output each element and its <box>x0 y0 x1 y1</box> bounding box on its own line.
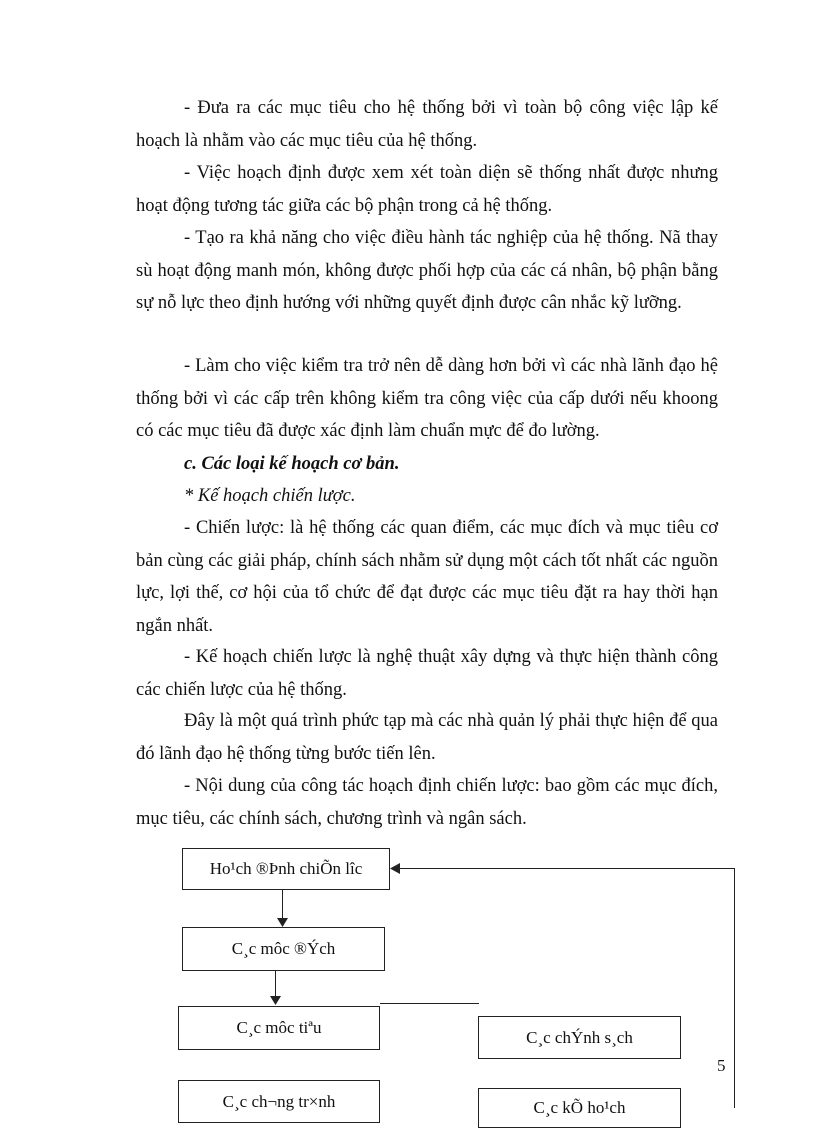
paragraph-goals: - Đưa ra các mục tiêu cho hệ thống bởi vì toàn bộ công việc lập kế hoạch là nhằm vào các mục tiêu của hệ thống. <box>136 98 718 151</box>
arrow-down-icon <box>270 996 281 1006</box>
box-purposes-label: C¸c môc ®Ých <box>231 939 336 958</box>
page-number: 5 <box>717 1056 726 1075</box>
box-policies <box>478 1016 681 1059</box>
paragraph-strategic-art: - Kế hoạch chiến lược là nghệ thuật xây dựng và thực hiện thành công các chiến lược của hệ thống. <box>136 647 718 700</box>
paragraph-complex-process: Đây là một quá trình phức tạp mà các nhà quản lý phải thực hiện để qua đó lãnh đạo hệ thống từng bước tiến lên. <box>136 711 718 764</box>
paragraph-inspection: - Làm cho việc kiểm tra trở nên dễ dàng hơn bởi vì các nhà lãnh đạo hệ thống bởi vì các cấp trên không kiểm tra công việc của cấp dưới nếu khoong có các mục tiêu đã được xác định làm chuẩn mực để đo lường. <box>136 356 718 441</box>
box-programs-label: C¸c ch¬ng tr×nh <box>222 1091 336 1111</box>
connector-line <box>282 890 283 920</box>
box-strategic-planning <box>182 848 390 890</box>
paragraph-content: - Nội dung của công tác hoạch định chiến lược: bao gồm các mục đích, mục tiêu, các chính sách, chương trình và ngân sách. <box>136 776 718 829</box>
box-programs <box>178 1080 380 1123</box>
box-plans-label: C¸c kÕ ho¹ch <box>533 1098 626 1117</box>
box-objectives-label: C¸c môc tiªu <box>236 1018 322 1037</box>
box-strategic-planning-label: Ho¹ch ®Þnh chiÕn lîc <box>209 859 363 878</box>
box-policies-label: C¸c chÝnh s¸ch <box>526 1027 633 1047</box>
box-objectives <box>178 1006 380 1050</box>
paragraph-strategy-definition: - Chiến lược: là hệ thống các quan điểm, các mục đích và mục tiêu cơ bản cùng các giải pháp, chính sách nhằm sử dụng một cách tốt nhất các nguồn lực, lợi thế, cơ hội của tổ chức để đạt được các mục tiêu đặt ra hay thời hạn ngắn nhất. <box>136 518 718 636</box>
section-heading: c. Các loại kế hoạch cơ bản. <box>184 454 400 474</box>
subheading-strategic-plan: * Kế hoạch chiến lược. <box>184 486 356 506</box>
box-plans <box>478 1088 681 1128</box>
paragraph-operations: - Tạo ra khả năng cho việc điều hành tác nghiệp của hệ thống. Nã thay sù hoạt động manh món, không được phối hợp của các cá nhân, bộ phận bằng sự nỗ lực theo định hướng với những quyết định được cân nhắc kỹ lưỡng. <box>136 228 718 313</box>
arrow-down-icon <box>277 918 288 928</box>
box-purposes <box>182 927 385 971</box>
connector-line <box>275 971 276 998</box>
feedback-line <box>734 868 735 1108</box>
connector-line <box>380 1003 479 1004</box>
paragraph-comprehensive-planning: - Việc hoạch định được xem xét toàn diện sẽ thống nhất được nhưng hoạt động tương tác giữa các bộ phận trong cả hệ thống. <box>136 163 718 216</box>
arrow-left-icon <box>390 863 401 874</box>
feedback-line <box>398 868 735 869</box>
